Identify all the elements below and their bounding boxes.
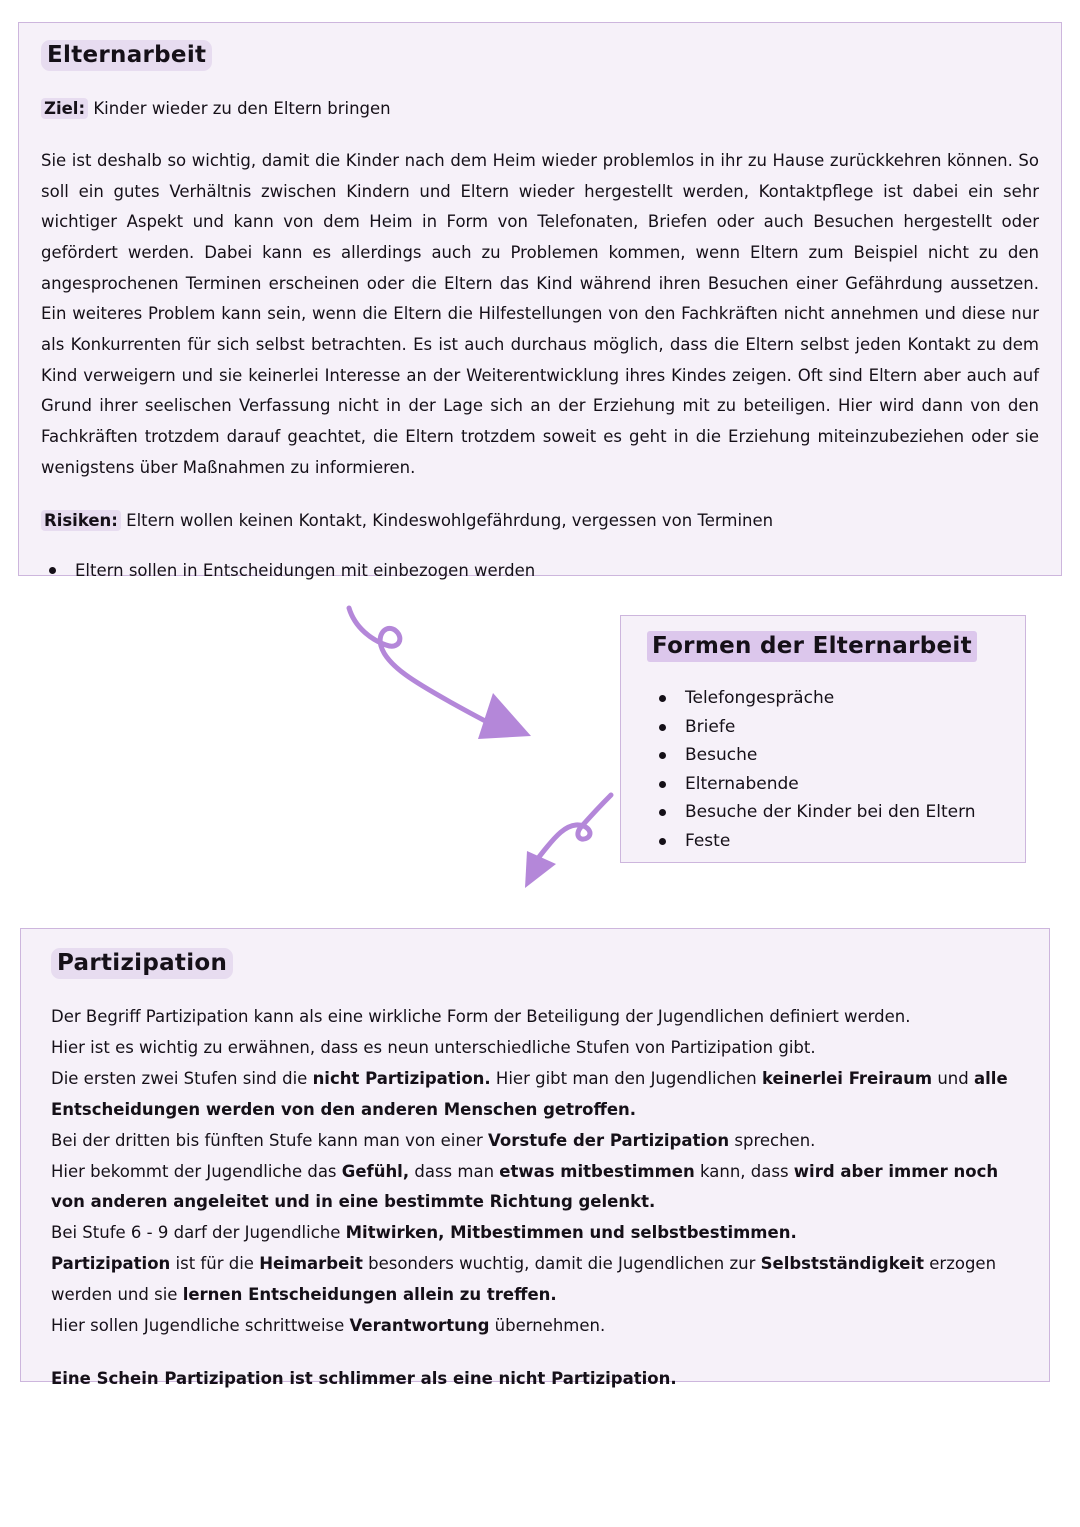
list-item: Besuche der Kinder bei den Eltern [647, 799, 1005, 827]
ziel-text: Kinder wieder zu den Eltern bringen [88, 99, 391, 119]
elternarbeit-bullet-list [41, 557, 1039, 585]
list-item: Feste [647, 828, 1005, 856]
plain-text: und [932, 1068, 974, 1088]
partizipation-text-block [51, 1002, 1023, 1394]
title-highlight: Elternarbeit [41, 40, 212, 71]
plain-text: Bei der dritten bis fünften Stufe kann man von einer [51, 1130, 489, 1150]
plain-text: Bei Stufe 6 - 9 darf der Jugendliche [51, 1223, 346, 1243]
plain-text: ist für die [170, 1254, 260, 1274]
plain-text: kann, dass [694, 1161, 794, 1181]
ziel-label: Ziel: [41, 98, 88, 119]
arrow-elternarbeit-to-formen [349, 608, 531, 739]
text-line [51, 1126, 1023, 1157]
risiken-label: Risiken: [41, 510, 121, 531]
plain-text: Der Begriff Partizipation kann als eine wirkliche Form der Beteiligung der Jugendlichen definiert werden. [51, 1007, 911, 1027]
text-line [51, 1157, 1023, 1219]
plain-text: Hier sollen Jugendliche schrittweise [51, 1315, 350, 1335]
text-spacer [51, 1342, 1023, 1364]
text-line [51, 1002, 1023, 1033]
emphasis-text: lernen Entscheidungen allein zu treffen. [182, 1284, 557, 1304]
formen-bullet-list [647, 685, 1005, 855]
plain-text: übernehmen. [489, 1315, 606, 1335]
emphasis-text: Mitwirken, Mitbestimmen und selbstbestimmen. [345, 1223, 797, 1243]
note-box-elternarbeit [18, 22, 1062, 581]
plain-text: Hier ist es wichtig zu erwähnen, dass es neun unterschiedliche Stufen von Partizipation gibt. [51, 1038, 816, 1058]
text-line [51, 1311, 1023, 1342]
plain-text: Hier gibt man den Jugendlichen [490, 1068, 762, 1088]
emphasis-text: keinerlei Freiraum [762, 1068, 933, 1088]
list-item: Telefongespräche [647, 685, 1005, 713]
note-box-partizipation [20, 928, 1050, 1388]
text-line [51, 1364, 1023, 1395]
note-box-formen-der-elternarbeit [620, 615, 1026, 863]
list-item: Eltern sollen in Entscheidungen mit einbezogen werden [41, 557, 1039, 585]
text-line [51, 1033, 1023, 1064]
list-item: Briefe [647, 714, 1005, 742]
emphasis-text: etwas mitbestimmen [499, 1161, 695, 1181]
title-highlight: Partizipation [51, 948, 233, 979]
title-highlight: Formen der Elternarbeit [647, 631, 977, 662]
text-line [51, 1249, 1023, 1311]
risiken-line [41, 506, 1039, 536]
page-title-partizipation [51, 951, 233, 976]
list-item: Elternabende [647, 771, 1005, 799]
plain-text: besonders wuchtig, damit die Jugendlichen zur [362, 1254, 761, 1274]
emphasis-text: Partizipation [51, 1254, 171, 1274]
emphasis-text: alle Entscheidungen werden von den anderen Menschen getroffen. [51, 1068, 1008, 1119]
arrow-formen-to-partizipation [525, 795, 611, 888]
ziel-line [41, 94, 1039, 124]
plain-text: dass man [409, 1161, 500, 1181]
emphasis-text: Eine Schein Partizipation ist schlimmer als eine nicht Partizipation. [51, 1368, 677, 1388]
emphasis-text: Vorstufe der Partizipation [488, 1130, 730, 1150]
risiken-text: Eltern wollen keinen Kontakt, Kindeswohlgefährdung, vergessen von Terminen [120, 510, 774, 530]
page-title-elternarbeit [41, 43, 212, 68]
emphasis-text: Selbstständigkeit [760, 1254, 925, 1274]
emphasis-text: Verantwortung [349, 1315, 490, 1335]
emphasis-text: Gefühl, [341, 1161, 410, 1181]
plain-text: erzogen werden und sie [51, 1254, 997, 1304]
plain-text: Hier bekommt der Jugendliche das [51, 1161, 342, 1181]
emphasis-text: Heimarbeit [259, 1254, 363, 1274]
emphasis-text: nicht Partizipation. [312, 1068, 491, 1088]
plain-text: sprechen. [729, 1130, 816, 1150]
emphasis-text: wird aber immer noch von anderen angeleitet und in eine bestimmte Richtung gelenkt. [51, 1161, 999, 1212]
text-line [51, 1064, 1023, 1126]
text-line [51, 1218, 1023, 1249]
plain-text: Die ersten zwei Stufen sind die [51, 1068, 313, 1088]
elternarbeit-body-paragraph: Sie ist deshalb so wichtig, damit die Kinder nach dem Heim wieder problemlos in ihr zu Hause zurückkehren können. So soll ein gutes Verhältnis zwischen Kindern und Eltern wieder hergestellt werden, Kontaktpflege ist dabei ein sehr wichtiger Aspekt und kann von dem Heim in Form von Telefonaten, Briefen oder auch Besuchen hergestellt oder gefördert werden. Dabei kann es allerdings auch zu Problemen kommen, wenn Eltern zum Beispiel nicht zu den angesprochenen Terminen erscheinen oder die Eltern das Kind während ihren Besuchen einer Gefährdung aussetzen. Ein weiteres Problem kann sein, wenn die Eltern die Hilfestellungen von den Fachkräften nicht annehmen und diese nur als Konkurrenten für sich selbst betrachten. Es ist auch durchaus möglich, dass die Eltern selbst jeden Kontakt zu dem Kind verweigern und sie keinerlei Interesse an der Weiterentwicklung ihres Kindes zeigen. Oft sind Eltern aber auch auf Grund ihrer seelischen Verfassung nicht in der Lage sich an der Erziehung mit zu beteiligen. Hier wird dann von den Fachkräften trotzdem darauf geachtet, die Eltern trotzdem soweit es geht in die Erziehung miteinzubeziehen oder sie wenigstens über Maßnahmen zu informieren. [41, 150, 1039, 477]
list-item: Besuche [647, 742, 1005, 770]
page-title-formen [647, 634, 977, 659]
